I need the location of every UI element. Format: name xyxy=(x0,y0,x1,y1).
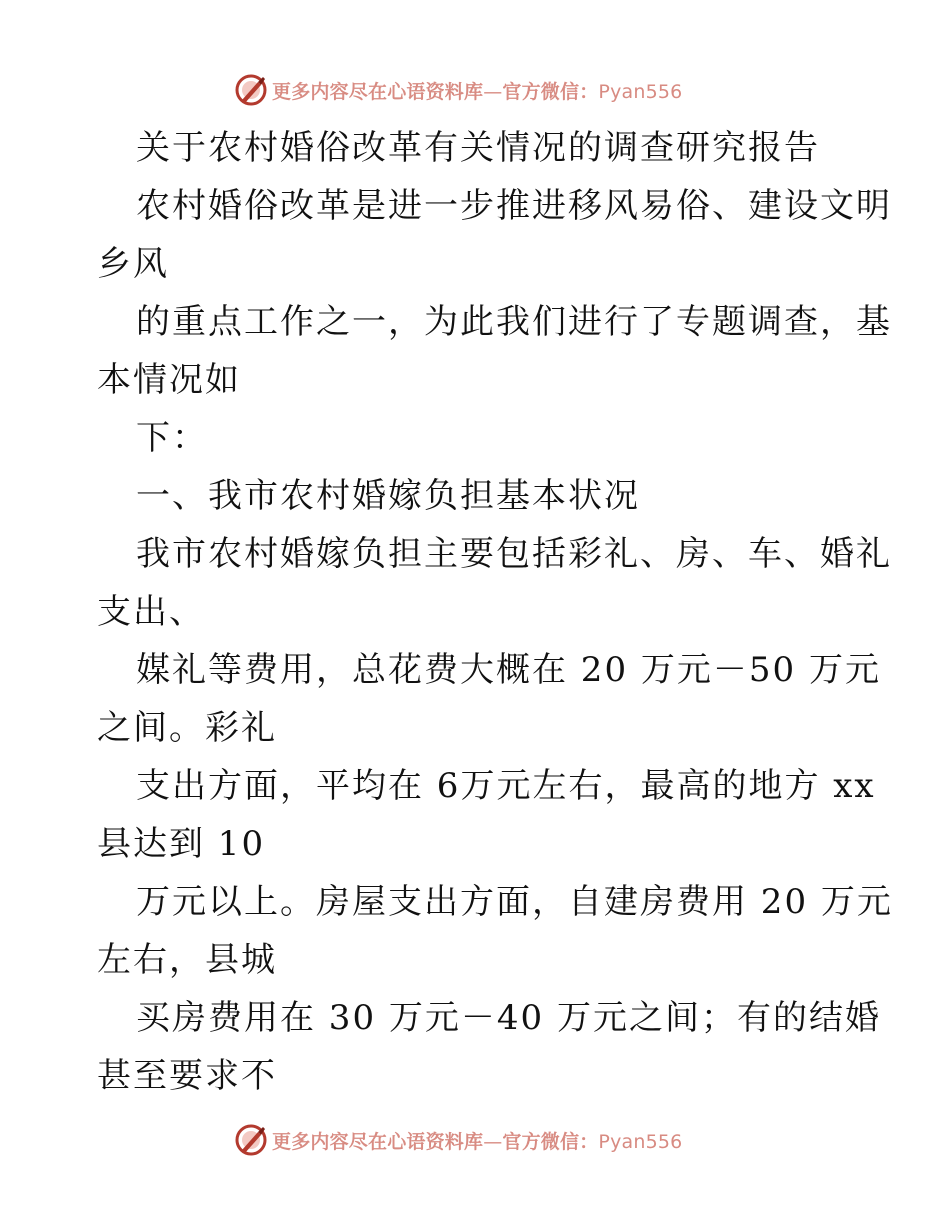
document-title: 关于农村婚俗改革有关情况的调查研究报告 xyxy=(136,128,820,168)
wechat-id: Pyan556 xyxy=(598,1130,683,1153)
banner-text xyxy=(272,1127,682,1154)
header-banner xyxy=(0,70,950,110)
banner-content xyxy=(234,72,682,108)
paragraph-line: 的重点工作之一，为此我们进行了专题调查，基 xyxy=(136,302,892,342)
paragraph-line: 本情况如 xyxy=(97,360,241,400)
footer-banner xyxy=(0,1120,950,1160)
paragraph-line: 媒礼等费用，总花费大概在 20 万元－50 万元 xyxy=(136,650,881,690)
paragraph-line: 左右，县城 xyxy=(97,940,277,980)
section-heading: 一、我市农村婚嫁负担基本状况 xyxy=(136,476,640,516)
paragraph-line: 支出、 xyxy=(97,592,205,632)
paragraph-line: 下： xyxy=(136,418,208,458)
wechat-label: 官方微信： xyxy=(502,80,599,103)
pen-logo-icon xyxy=(234,73,268,107)
banner-dash: — xyxy=(483,1130,503,1153)
banner-text xyxy=(272,77,682,104)
paragraph-line: 甚至要求不 xyxy=(97,1056,277,1096)
wechat-label: 官方微信： xyxy=(502,1130,599,1153)
banner-title: 更多内容尽在心语资料库 xyxy=(272,1130,484,1153)
wechat-id: Pyan556 xyxy=(598,80,683,103)
pen-logo-icon xyxy=(234,1123,268,1157)
banner-title: 更多内容尽在心语资料库 xyxy=(272,80,484,103)
paragraph-line: 万元以上。房屋支出方面，自建房费用 20 万元 xyxy=(136,882,893,922)
banner-dash: — xyxy=(483,80,503,103)
paragraph-line: 之间。彩礼 xyxy=(97,708,277,748)
banner-content xyxy=(234,1122,682,1158)
paragraph-line: 农村婚俗改革是进一步推进移风易俗、建设文明 xyxy=(136,186,892,226)
paragraph-line: 买房费用在 30 万元－40 万元之间；有的结婚 xyxy=(136,998,881,1038)
paragraph-line: 我市农村婚嫁负担主要包括彩礼、房、车、婚礼 xyxy=(136,534,892,574)
paragraph-line: 支出方面，平均在 6万元左右，最高的地方 xx xyxy=(136,766,876,806)
paragraph-line: 乡风 xyxy=(97,244,169,284)
paragraph-line: 县达到 10 xyxy=(97,824,266,864)
